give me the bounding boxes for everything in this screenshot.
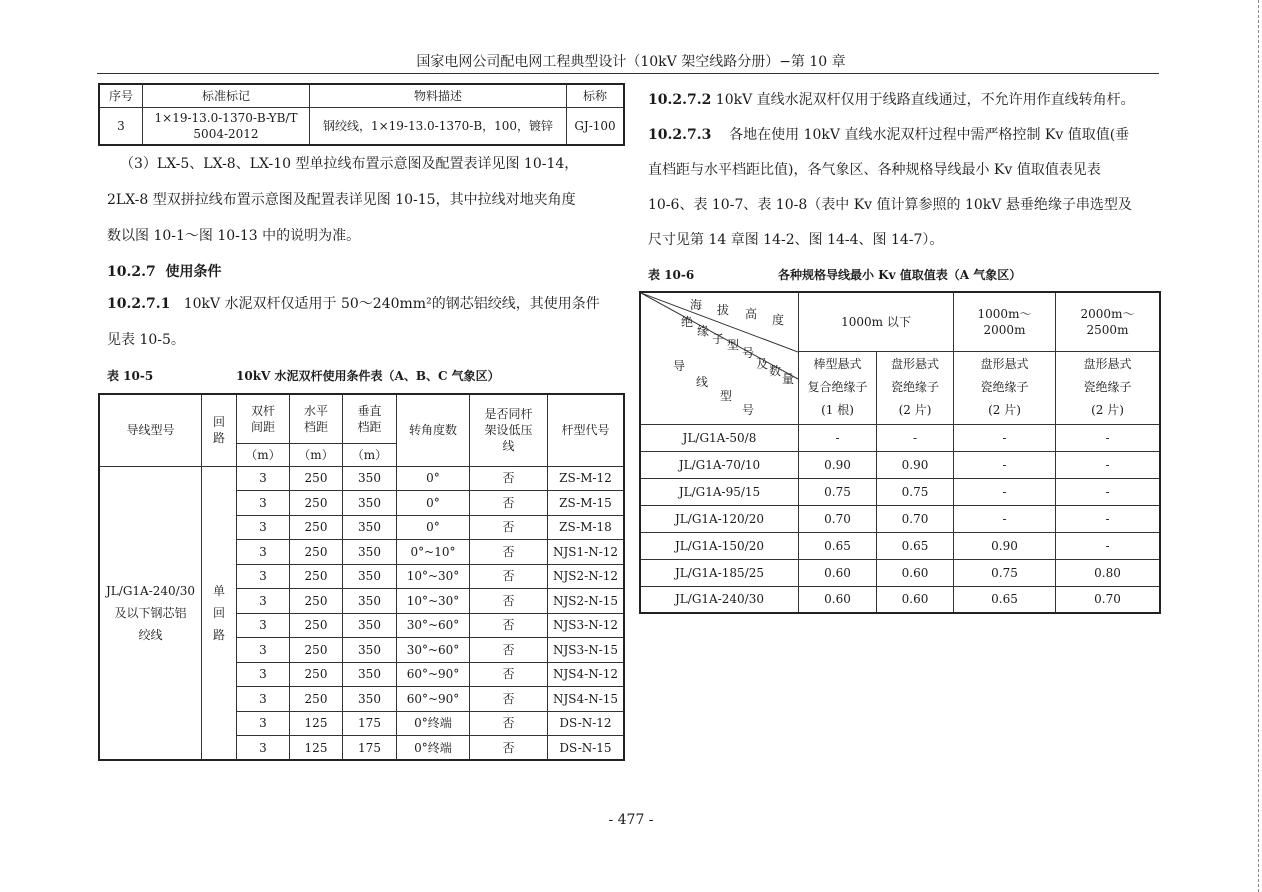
kv-value-cell: 0.75 <box>954 559 1056 586</box>
mark-line: 1×19-13.0-1370-B-YB/T <box>154 110 298 125</box>
table-cell: NJS4-N-12 <box>548 662 625 687</box>
wire-type-cell <box>99 466 202 760</box>
header-text: 是否同杆 <box>484 407 533 422</box>
table-cell: 250 <box>290 540 343 565</box>
table-cell: 250 <box>290 491 343 516</box>
header-cell: 标准标记 <box>143 84 310 107</box>
table-cell: 否 <box>470 491 548 516</box>
header-text: 垂直 <box>357 403 382 418</box>
kv-value-cell: 0.75 <box>877 478 954 505</box>
section-number: 10.2.7 <box>107 264 156 280</box>
table-cell: 350 <box>343 540 397 565</box>
table-cell: 否 <box>470 589 548 614</box>
altitude-group <box>1056 292 1161 351</box>
circuit-text: 回 <box>212 605 225 620</box>
paragraph-line <box>648 90 1135 110</box>
table-cell: 3 <box>237 711 290 736</box>
diag-label-char: 海 <box>690 298 703 312</box>
header-rule <box>97 73 1159 74</box>
altitude-text: 2500m <box>1086 322 1129 337</box>
header-text: 回 <box>212 415 225 430</box>
altitude-group <box>954 292 1056 351</box>
paragraph-line: 尺寸见第 14 章图 14-2、图 14-4、图 14-7）。 <box>648 232 944 248</box>
kv-value-cell: - <box>1056 451 1161 478</box>
header-cell <box>470 394 548 466</box>
wire-type-text: 绞线 <box>138 627 163 642</box>
table-row <box>640 451 1160 478</box>
table-cell: 否 <box>470 711 548 736</box>
paragraph-line: 10-6、表 10-7、表 10-8（表中 Kv 值计算参照的 10kV 悬垂绝缘子串选型及 <box>648 197 1132 213</box>
table-cell: 30°~60° <box>397 613 470 638</box>
wire-type-cell: JL/G1A-50/8 <box>640 424 799 451</box>
header-cell <box>290 394 343 443</box>
table-10-6-body <box>640 424 1160 613</box>
kv-value-cell: 0.60 <box>877 586 954 613</box>
table-10-6 <box>639 291 1161 614</box>
table-cell: 0° <box>397 466 470 491</box>
table-cell: 3 <box>237 736 290 761</box>
table-cell: 350 <box>343 662 397 687</box>
kv-value-cell: - <box>954 424 1056 451</box>
table-cell: 3 <box>237 466 290 491</box>
wire-type-text: JL/G1A-240/30 <box>106 583 195 598</box>
table-row <box>640 532 1160 559</box>
kv-value-cell: 0.65 <box>954 586 1056 613</box>
diag-label-char: 导 <box>673 359 686 373</box>
table-cell: 350 <box>343 589 397 614</box>
table-cell: NJS4-N-15 <box>548 687 625 712</box>
table-cell: NJS3-N-12 <box>548 613 625 638</box>
page-number: - 477 - <box>608 812 654 828</box>
header-text: 双杆 <box>250 403 275 418</box>
altitude-text: 1000m～ <box>977 306 1032 321</box>
table-title: 各种规格导线最小 Kv 值取值表（A 气象区） <box>778 268 1022 282</box>
insulator-header <box>954 351 1056 424</box>
insulator-header <box>1056 351 1161 424</box>
table-cell: 250 <box>290 662 343 687</box>
circuit-text: 单 <box>212 583 225 598</box>
diag-label-char: 度 <box>772 313 785 327</box>
kv-value-cell: - <box>954 451 1056 478</box>
table-cell: 3 <box>237 662 290 687</box>
insulator-text: 盘形悬式 <box>890 357 939 371</box>
header-cell <box>343 394 397 443</box>
insulator-text: (1 根) <box>821 403 854 417</box>
section-title: 使用条件 <box>165 264 222 280</box>
table-cell: 否 <box>470 638 548 663</box>
page-header: 国家电网公司配电网工程典型设计（10kV 架空线路分册）−第 10 章 <box>416 54 846 70</box>
circuit-cell <box>202 466 237 760</box>
kv-value-cell: 0.70 <box>1056 586 1161 613</box>
wire-type-cell: JL/G1A-240/30 <box>640 586 799 613</box>
paragraph-line: 数以图 10-1～图 10-13 中的说明为准。 <box>107 228 361 244</box>
diag-label-char: 缘 <box>697 324 710 338</box>
altitude-text: 2000m <box>983 322 1026 337</box>
nominal: GJ-100 <box>567 107 625 145</box>
table-cell: 否 <box>470 613 548 638</box>
table-cell: 3 <box>237 491 290 516</box>
wire-type-cell: JL/G1A-95/15 <box>640 478 799 505</box>
insulator-text: 瓷绝缘子 <box>980 380 1029 394</box>
kv-value-cell: - <box>954 478 1056 505</box>
table-cell: 3 <box>237 613 290 638</box>
table-cell: 0°终端 <box>397 711 470 736</box>
table-cell: 60°~90° <box>397 662 470 687</box>
table-cell: 350 <box>343 638 397 663</box>
table-10-5 <box>98 393 625 761</box>
diag-label-char: 数 <box>769 364 782 378</box>
table-cell: 0° <box>397 491 470 516</box>
diagonal-header-cell <box>640 292 799 424</box>
header-text: 档距 <box>303 419 328 434</box>
table-cell: ZS-M-12 <box>548 466 625 491</box>
kv-value-cell: - <box>1056 478 1161 505</box>
unit-cell: （m） <box>237 443 290 466</box>
kv-value-cell: 0.75 <box>799 478 877 505</box>
table-cell: ZS-M-18 <box>548 515 625 540</box>
table-cell: 250 <box>290 466 343 491</box>
diag-label-char: 高 <box>745 307 758 321</box>
table-cell: 125 <box>290 736 343 761</box>
top-material-table <box>98 83 625 146</box>
paragraph-line <box>648 125 1129 145</box>
table-cell: 3 <box>237 638 290 663</box>
header-text: 路 <box>212 431 225 446</box>
table-cell: NJS1-N-12 <box>548 540 625 565</box>
kv-value-cell: - <box>1056 532 1161 559</box>
table-cell: 30°~60° <box>397 638 470 663</box>
table-cell: 0°~10° <box>397 540 470 565</box>
table-row <box>640 505 1160 532</box>
table-cell: 175 <box>343 736 397 761</box>
table-cell: 否 <box>470 515 548 540</box>
header-text: 水平 <box>303 403 328 418</box>
table-cell: NJS3-N-15 <box>548 638 625 663</box>
clause-text: 10kV 直线水泥双杆仅用于线路直线通过，不允许用作直线转角杆。 <box>715 92 1135 108</box>
wire-type-text: 及以下钢芯铝 <box>114 605 187 620</box>
unit-cell: （m） <box>343 443 397 466</box>
table-cell: 10°~30° <box>397 564 470 589</box>
wire-type-cell: JL/G1A-150/20 <box>640 532 799 559</box>
insulator-text: 瓷绝缘子 <box>1083 380 1132 394</box>
table-cell: 否 <box>470 736 548 761</box>
table-cell: 60°~90° <box>397 687 470 712</box>
table-cell: 350 <box>343 515 397 540</box>
kv-value-cell: 0.65 <box>799 532 877 559</box>
table-cell: NJS2-N-15 <box>548 589 625 614</box>
insulator-text: 盘形悬式 <box>980 357 1029 371</box>
table-cell: ZS-M-15 <box>548 491 625 516</box>
table-cell: 250 <box>290 613 343 638</box>
table-cell: 350 <box>343 564 397 589</box>
insulator-text: 盘形悬式 <box>1083 357 1132 371</box>
table-10-5-body <box>99 466 624 760</box>
table-cell: 否 <box>470 540 548 565</box>
table-cell: 250 <box>290 687 343 712</box>
table-cell: 250 <box>290 515 343 540</box>
kv-value-cell: - <box>877 424 954 451</box>
clause-number: 10.2.7.1 <box>107 296 171 312</box>
altitude-group: 1000m 以下 <box>799 292 954 351</box>
table-row <box>640 586 1160 613</box>
insulator-text: 瓷绝缘子 <box>890 380 939 394</box>
insulator-text: (2 片) <box>1091 403 1124 417</box>
kv-value-cell: 0.90 <box>954 532 1056 559</box>
table-row <box>640 424 1160 451</box>
table-title: 10kV 水泥双杆使用条件表（A、B、C 气象区） <box>236 369 500 383</box>
kv-value-cell: - <box>799 424 877 451</box>
table-cell: NJS2-N-12 <box>548 564 625 589</box>
kv-value-cell: 0.80 <box>1056 559 1161 586</box>
kv-value-cell: - <box>954 505 1056 532</box>
diag-label-char: 号 <box>742 403 755 417</box>
diag-label-char: 型 <box>720 389 733 403</box>
table-cell: 3 <box>237 515 290 540</box>
header-cell: 杆型代号 <box>548 394 625 466</box>
table-cell: 350 <box>343 613 397 638</box>
table-cell: 3 <box>237 589 290 614</box>
table-cell: 0°终端 <box>397 736 470 761</box>
insulator-header <box>799 351 877 424</box>
header-cell <box>202 394 237 466</box>
header-cell: 导线型号 <box>99 394 202 466</box>
table-cell: 250 <box>290 564 343 589</box>
table-cell: 350 <box>343 466 397 491</box>
clause-number: 10.2.7.2 <box>648 92 712 108</box>
insulator-text: (2 片) <box>988 403 1021 417</box>
kv-value-cell: 0.90 <box>877 451 954 478</box>
kv-value-cell: 0.70 <box>877 505 954 532</box>
circuit-text: 路 <box>212 627 225 642</box>
table-cell: 350 <box>343 491 397 516</box>
kv-value-cell: - <box>1056 424 1161 451</box>
kv-value-cell: 0.60 <box>877 559 954 586</box>
table-cell: DS-N-15 <box>548 736 625 761</box>
mark-line: 5004-2012 <box>193 126 259 141</box>
section-heading <box>107 261 221 281</box>
paragraph-line: 2LX-8 型双拼拉线布置示意图及配置表详见图 10-15，其中拉线对地夹角度 <box>107 192 576 208</box>
paragraph-line: 直档距与水平档距比值)，各气象区、各种规格导线最小 Kv 值取值表见表 <box>648 162 1101 178</box>
unit-cell: （m） <box>290 443 343 466</box>
table-cell: 250 <box>290 589 343 614</box>
header-cell: 转角度数 <box>397 394 470 466</box>
diag-label-char: 号 <box>742 346 755 360</box>
diag-label-char: 量 <box>782 372 795 386</box>
insulator-text: 棒型悬式 <box>813 357 862 371</box>
insulator-header <box>877 351 954 424</box>
header-text: 线 <box>502 439 515 454</box>
kv-value-cell: 0.60 <box>799 586 877 613</box>
kv-value-cell: 0.90 <box>799 451 877 478</box>
header-text: 档距 <box>357 419 382 434</box>
table-cell: 175 <box>343 711 397 736</box>
header-cell <box>237 394 290 443</box>
table-row <box>640 559 1160 586</box>
standard-mark <box>143 107 310 145</box>
table-cell: 3 <box>237 687 290 712</box>
table-cell: 10°~30° <box>397 589 470 614</box>
header-text: 架设低压 <box>484 423 533 438</box>
paragraph-line: 见表 10-5。 <box>107 332 185 348</box>
wire-type-cell: JL/G1A-120/20 <box>640 505 799 532</box>
insulator-text: (2 片) <box>898 403 932 417</box>
clause-text: 各地在使用 10kV 直线水泥双杆过程中需严格控制 Kv 值取值(垂 <box>729 127 1130 143</box>
header-cell: 标称 <box>567 84 625 107</box>
kv-value-cell: 0.65 <box>877 532 954 559</box>
table-cell: 否 <box>470 687 548 712</box>
paragraph-line: （3）LX-5、LX-8、LX-10 型单拉线布置示意图及配置表详见图 10-14， <box>120 156 579 172</box>
table-label: 表 10-5 <box>107 369 154 383</box>
wire-type-cell: JL/G1A-70/10 <box>640 451 799 478</box>
kv-value-cell: - <box>1056 505 1161 532</box>
table-cell: DS-N-12 <box>548 711 625 736</box>
header-cell: 序号 <box>99 84 143 107</box>
diag-label-char: 绝 <box>681 315 694 329</box>
diag-label-char: 线 <box>696 375 709 389</box>
insulator-text: 复合绝缘子 <box>807 380 868 394</box>
table-cell: 125 <box>290 711 343 736</box>
table-cell: 否 <box>470 662 548 687</box>
altitude-text: 2000m～ <box>1080 306 1135 321</box>
table-cell: 3 <box>237 540 290 565</box>
material-desc: 钢绞线，1×19-13.0-1370-B，100，镀锌 <box>310 107 567 145</box>
table-cell: 250 <box>290 638 343 663</box>
kv-value-cell: 0.70 <box>799 505 877 532</box>
diag-label-char: 型 <box>727 338 740 352</box>
page-edge-dashed-line <box>1258 0 1259 892</box>
table-cell: 否 <box>470 466 548 491</box>
table-cell: 0° <box>397 515 470 540</box>
table-row <box>99 466 624 491</box>
header-cell: 物料描述 <box>310 84 567 107</box>
clause-number: 10.2.7.3 <box>648 127 712 143</box>
table-row <box>640 478 1160 505</box>
table-cell: 否 <box>470 564 548 589</box>
diag-label-char: 拔 <box>717 303 730 317</box>
kv-value-cell: 0.60 <box>799 559 877 586</box>
header-text: 间距 <box>250 419 275 434</box>
paragraph-line <box>107 294 600 314</box>
table-cell: 350 <box>343 687 397 712</box>
table-cell: 3 <box>237 564 290 589</box>
row-number: 3 <box>99 107 143 145</box>
table-label: 表 10-6 <box>648 268 695 282</box>
wire-type-cell: JL/G1A-185/25 <box>640 559 799 586</box>
diag-label-char: 子 <box>712 332 725 346</box>
diag-label-char: 及 <box>756 357 769 371</box>
clause-text: 10kV 水泥双杆仅适用于 50～240mm²的钢芯铝绞线，其使用条件 <box>183 296 600 312</box>
